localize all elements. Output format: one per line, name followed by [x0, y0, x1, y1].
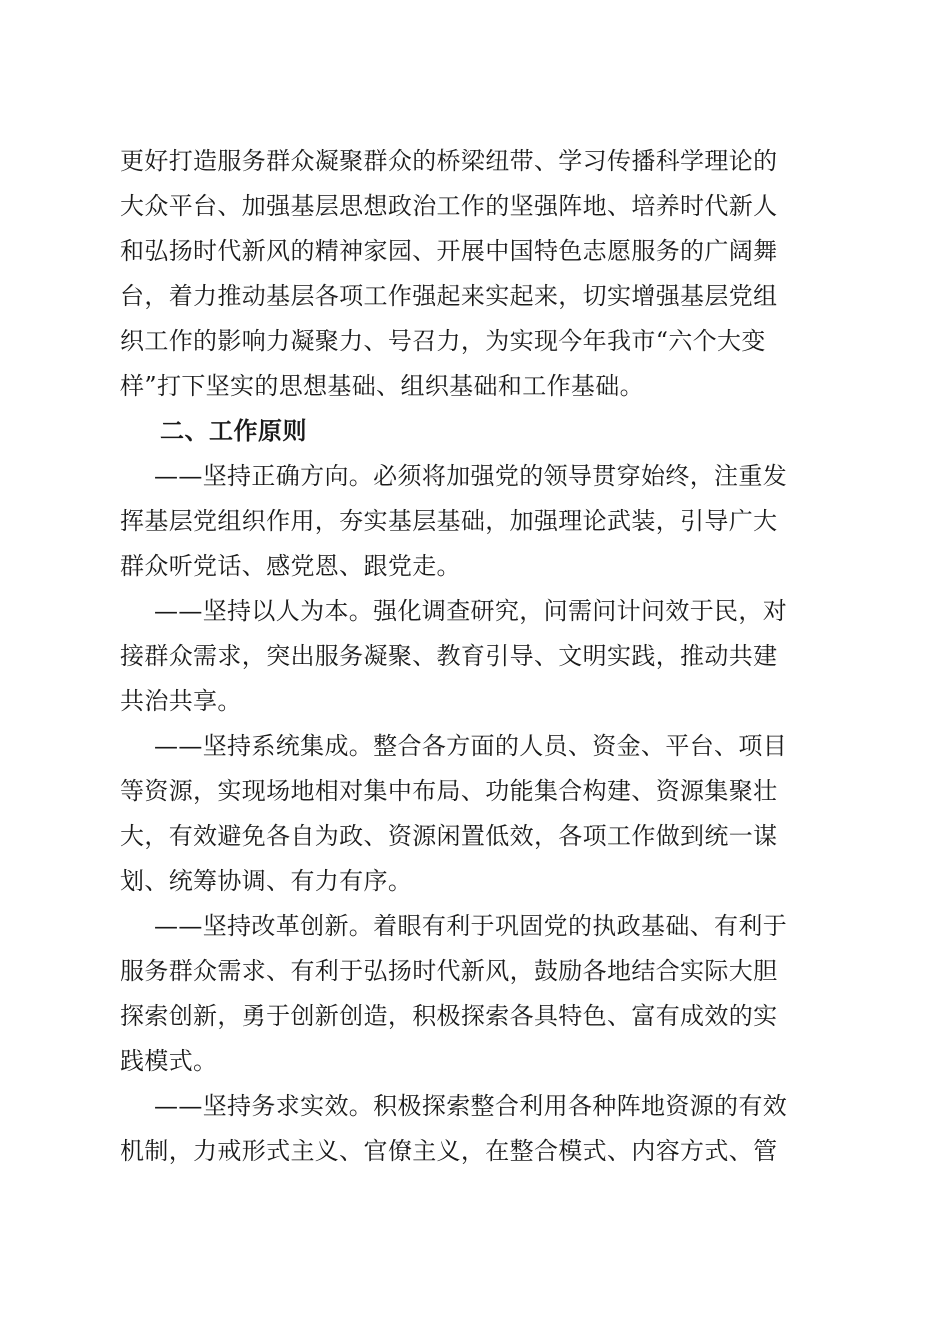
paragraph-line: 等资源，实现场地相对集中布局、功能集合构建、资源集聚壮 — [120, 777, 778, 805]
paragraph-line: ——坚持以人为本。强化调查研究，问需问计问效于民，对 — [154, 597, 788, 625]
paragraph-line: 服务群众需求、有利于弘扬时代新风，鼓励各地结合实际大胆 — [120, 957, 778, 985]
section-heading: 二、工作原则 — [160, 417, 307, 445]
paragraph-line: ——坚持系统集成。整合各方面的人员、资金、平台、项目 — [154, 732, 788, 760]
paragraph-line: 织工作的影响力凝聚力、号召力，为实现今年我市“六个大变 — [120, 327, 766, 355]
paragraph-line: 大众平台、加强基层思想政治工作的坚强阵地、培养时代新人 — [120, 192, 778, 220]
document-body — [120, 139, 832, 1174]
principle-system-integration — [120, 724, 832, 904]
principle-correct-direction — [120, 454, 832, 589]
principle-people-oriented — [120, 589, 832, 724]
principle-practical-results — [120, 1084, 832, 1174]
intro-paragraph — [120, 139, 832, 409]
paragraph-line: ——坚持务求实效。积极探索整合利用各种阵地资源的有效 — [154, 1092, 788, 1120]
paragraph-line: 和弘扬时代新风的精神家园、开展中国特色志愿服务的广阔舞 — [120, 237, 778, 265]
paragraph-line: ——坚持改革创新。着眼有利于巩固党的执政基础、有利于 — [154, 912, 788, 940]
paragraph-line: 接群众需求，突出服务凝聚、教育引导、文明实践，推动共建 — [120, 642, 778, 670]
paragraph-line: 探索创新，勇于创新创造，积极探索各具特色、富有成效的实 — [120, 1002, 778, 1030]
principle-reform-innovation — [120, 904, 832, 1084]
paragraph-line: 共治共享。 — [120, 687, 242, 715]
paragraph-line: 机制，力戒形式主义、官僚主义，在整合模式、内容方式、管 — [120, 1137, 778, 1165]
paragraph-line: 样”打下坚实的思想基础、组织基础和工作基础。 — [120, 372, 644, 400]
paragraph-line: 台，着力推动基层各项工作强起来实起来，切实增强基层党组 — [120, 282, 778, 310]
paragraph-line: 挥基层党组织作用，夯实基层基础，加强理论武装，引导广大 — [120, 507, 778, 535]
paragraph-line: 更好打造服务群众凝聚群众的桥梁纽带、学习传播科学理论的 — [120, 147, 778, 175]
paragraph-line: 群众听党话、感党恩、跟党走。 — [120, 552, 461, 580]
paragraph-line: 践模式。 — [120, 1047, 218, 1075]
paragraph-line: 大，有效避免各自为政、资源闲置低效，各项工作做到统一谋 — [120, 822, 778, 850]
paragraph-line: ——坚持正确方向。必须将加强党的领导贯穿始终，注重发 — [154, 462, 788, 490]
paragraph-line: 划、统筹协调、有力有序。 — [120, 867, 413, 895]
